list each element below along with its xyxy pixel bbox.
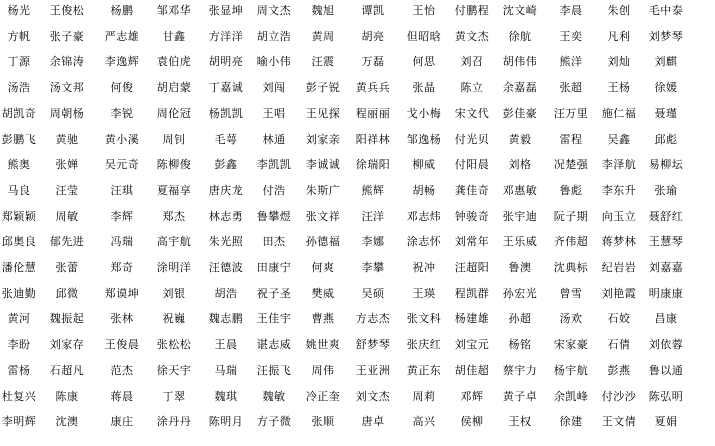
name-cell: 蒋梦林 <box>601 235 637 249</box>
name-cell: 陈立 <box>460 81 484 95</box>
name-cell: 黄兵兵 <box>355 81 391 95</box>
name-cell: 王唱 <box>262 106 286 120</box>
name-cell: 黄河 <box>7 312 31 326</box>
name-cell: 刘艳霞 <box>601 286 637 300</box>
name-cell: 魏琪 <box>214 389 238 403</box>
name-cell: 黄子卓 <box>502 389 538 403</box>
name-cell: 李娜 <box>361 235 385 249</box>
name-cell: 朱创 <box>607 4 631 17</box>
name-cell: 夏福享 <box>156 183 192 197</box>
name-cell: 邓志炜 <box>406 209 442 223</box>
name-cell: 唐庆龙 <box>208 183 244 197</box>
name-cell: 雷杨 <box>7 363 31 377</box>
name-cell: 何爽 <box>311 261 335 274</box>
name-cell: 王杨 <box>607 81 631 95</box>
name-cell: 柳威 <box>412 158 436 172</box>
name-cell: 李诚诚 <box>305 158 341 172</box>
name-cell: 黄文杰 <box>454 29 490 43</box>
name-cell: 汤欢 <box>559 312 583 326</box>
name-cell: 胡明亮 <box>208 55 244 69</box>
name-cell: 郑颖颖 <box>1 209 37 223</box>
name-cell: 邱奥良 <box>1 235 37 249</box>
name-cell: 周文杰 <box>256 4 292 17</box>
name-cell: 李盼 <box>7 338 31 352</box>
name-cell: 王怡 <box>412 4 436 17</box>
name-cell: 胡立浩 <box>256 29 292 43</box>
name-cell: 沈典标 <box>553 261 589 274</box>
name-cell: 张迪勤 <box>1 286 37 300</box>
name-cell: 潘伦慧 <box>1 261 37 274</box>
name-cell: 谌志威 <box>256 338 292 352</box>
name-cell: 彭佳豪 <box>502 106 538 120</box>
name-cell: 李辉 <box>110 209 134 223</box>
name-cell: 毛中泰 <box>648 4 684 17</box>
name-cell: 朱斯广 <box>305 183 341 197</box>
name-cell: 涂志怀 <box>406 235 442 249</box>
name-cell: 刘嘉嘉 <box>648 261 684 274</box>
name-cell: 杨建雄 <box>454 312 490 326</box>
name-cell: 郑谟坤 <box>104 286 140 300</box>
name-cell: 熊奥 <box>7 158 31 172</box>
name-cell: 齐伟超 <box>553 235 589 249</box>
name-cell: 雷程 <box>559 132 583 146</box>
name-cell: 张蕾 <box>55 261 79 274</box>
name-cell: 程丽丽 <box>355 106 391 120</box>
name-cell: 付沙沙 <box>601 389 637 403</box>
name-cell: 付阳晨 <box>454 158 490 172</box>
name-cell: 汤浩 <box>7 81 31 95</box>
name-cell: 王俊晨 <box>104 338 140 352</box>
name-cell: 侯柳 <box>460 415 484 429</box>
name-cell: 彭子锐 <box>305 81 341 95</box>
name-cell: 程凯群 <box>454 286 490 300</box>
name-cell: 阮子期 <box>553 209 589 223</box>
name-cell: 周伦冠 <box>156 106 192 120</box>
name-cell: 高兴 <box>412 415 436 429</box>
name-cell: 舒梦琴 <box>355 338 391 352</box>
name-cell: 胡凯奇 <box>1 106 37 120</box>
name-cell: 黄周 <box>311 29 335 43</box>
name-cell: 林志勇 <box>208 209 244 223</box>
name-cell: 王权 <box>508 415 532 429</box>
name-cell: 朱光照 <box>208 235 244 249</box>
name-cell: 汪琪 <box>110 183 134 197</box>
name-cell: 何俊 <box>110 81 134 95</box>
name-cell: 刘银 <box>162 286 186 300</box>
name-cell: 郑奇 <box>110 261 134 274</box>
name-cell: 邹邓华 <box>156 4 192 17</box>
name-cell: 彭燕 <box>607 363 631 377</box>
name-cell: 刘文杰 <box>355 389 391 403</box>
name-cell: 张松松 <box>156 338 192 352</box>
name-cell: 曾雪 <box>559 286 583 300</box>
name-cell: 彭鹏飞 <box>1 132 37 146</box>
name-cell: 黄正东 <box>406 363 442 377</box>
name-cell: 刘家存 <box>49 338 85 352</box>
name-cell: 吴鑫 <box>607 132 631 146</box>
name-cell: 纪岩岩 <box>601 261 637 274</box>
name-cell: 方洋洋 <box>208 29 244 43</box>
name-cell: 王晨 <box>214 338 238 352</box>
name-cell: 汪德波 <box>208 261 244 274</box>
name-cell: 陈康 <box>55 389 79 403</box>
name-cell: 周朝杨 <box>49 106 85 120</box>
name-cell: 林通 <box>262 132 286 146</box>
name-cell: 高宇航 <box>156 235 192 249</box>
name-cell: 胡浩 <box>214 286 238 300</box>
name-cell: 孙超 <box>508 312 532 326</box>
name-cell: 宋家豪 <box>553 338 589 352</box>
name-cell: 甘鑫 <box>162 29 186 43</box>
name-cell: 孙宏光 <box>502 286 538 300</box>
name-cell: 万磊 <box>361 55 385 69</box>
name-cell: 汤文邦 <box>49 81 85 95</box>
name-cell: 孙德福 <box>305 235 341 249</box>
name-cell: 马瑞 <box>214 363 238 377</box>
name-cell: 方子微 <box>256 415 292 429</box>
name-cell: 周伟 <box>311 363 335 377</box>
name-cell: 杜复兴 <box>1 389 37 403</box>
name-cell: 刘梦琴 <box>648 29 684 43</box>
name-cell: 聂舒红 <box>648 209 684 223</box>
name-cell: 刘常年 <box>454 235 490 249</box>
name-cell: 蔡宇力 <box>502 363 538 377</box>
name-cell: 徐航 <box>508 29 532 43</box>
name-cell: 刘家亲 <box>305 132 341 146</box>
name-cell: 魏旭 <box>311 4 335 17</box>
name-cell: 陈柳俊 <box>156 158 192 172</box>
name-cell: 方帆 <box>7 29 31 43</box>
name-cell: 杨铭 <box>508 338 532 352</box>
name-cell: 丁翠 <box>162 389 186 403</box>
name-cell: 张晶 <box>412 81 436 95</box>
name-cell: 祝冲 <box>412 261 436 274</box>
name-cell: 张子豪 <box>49 29 85 43</box>
name-cell: 黄小溪 <box>104 132 140 146</box>
name-cell: 李泽航 <box>601 158 637 172</box>
name-cell: 唐卓 <box>361 415 385 429</box>
name-cell: 曹燕 <box>311 312 335 326</box>
name-cell: 汪振飞 <box>256 363 292 377</box>
name-cell: 王见探 <box>305 106 341 120</box>
name-cell: 康庄 <box>110 415 134 429</box>
name-cell: 戈小梅 <box>406 106 442 120</box>
name-cell: 熊辉 <box>361 183 385 197</box>
name-cell: 谭凯 <box>361 4 385 17</box>
name-cell: 付鹏程 <box>454 4 490 17</box>
name-cell: 李攀 <box>361 261 385 274</box>
name-cell: 涂丹丹 <box>156 415 192 429</box>
name-cell: 石倩 <box>607 338 631 352</box>
name-cell: 严志雄 <box>104 29 140 43</box>
name-cell: 石姣 <box>607 312 631 326</box>
name-cell: 李晨 <box>559 4 583 17</box>
name-cell: 张婵 <box>55 158 79 172</box>
name-cell: 邓辉 <box>460 389 484 403</box>
name-cell: 鲁澳 <box>508 261 532 274</box>
name-cell: 邓惠敏 <box>502 183 538 197</box>
name-cell: 余锦涛 <box>49 55 85 69</box>
name-cell: 余嘉磊 <box>502 81 538 95</box>
name-cell: 胡亮 <box>361 29 385 43</box>
name-cell: 冷正奎 <box>305 389 341 403</box>
name-cell: 鲁彪 <box>559 183 583 197</box>
name-cell: 蒋晨 <box>110 389 134 403</box>
name-cell: 鲁攀煜 <box>256 209 292 223</box>
name-cell: 樊威 <box>311 286 335 300</box>
name-cell: 李明辉 <box>1 415 37 429</box>
name-cell: 王俊松 <box>49 4 85 17</box>
name-cell: 丁嘉诚 <box>208 81 244 95</box>
name-cell: 宋文代 <box>454 106 490 120</box>
name-cell: 阳祥林 <box>355 132 391 146</box>
name-cell: 凡利 <box>607 29 631 43</box>
name-cell: 余凯峰 <box>553 389 589 403</box>
name-cell: 王亚洲 <box>355 363 391 377</box>
name-cell: 王瑛 <box>412 286 436 300</box>
name-cell: 付光贝 <box>454 132 490 146</box>
name-cell: 汪超阳 <box>454 261 490 274</box>
name-cell: 吴硕 <box>361 286 385 300</box>
name-cell: 刘灿 <box>607 55 631 69</box>
name-cell: 施仁福 <box>601 106 637 120</box>
name-cell: 王慧琴 <box>648 235 684 249</box>
name-cell: 张宇迪 <box>502 209 538 223</box>
name-cell: 胡佳超 <box>454 363 490 377</box>
name-cell: 毛萼 <box>214 132 238 146</box>
name-cell: 聂瑾 <box>654 106 678 120</box>
name-cell: 魏振起 <box>49 312 85 326</box>
name-cell: 李东升 <box>601 183 637 197</box>
name-cell: 丁源 <box>7 55 31 69</box>
name-cell: 涂明洋 <box>156 261 192 274</box>
name-cell: 沈文崎 <box>502 4 538 17</box>
name-cell: 冯瑞 <box>110 235 134 249</box>
name-cell: 昌康 <box>654 312 678 326</box>
name-cell: 张文科 <box>406 312 442 326</box>
name-cell: 汪洋 <box>361 209 385 223</box>
name-cell: 周敏 <box>55 209 79 223</box>
name-cell: 易柳坛 <box>648 158 684 172</box>
name-cell: 周莉 <box>412 389 436 403</box>
name-cell: 张超 <box>559 81 583 95</box>
name-cell: 李凯凯 <box>256 158 292 172</box>
name-cell: 鲁以通 <box>648 363 684 377</box>
name-cell: 张林 <box>110 312 134 326</box>
name-cell: 钟骏奇 <box>454 209 490 223</box>
name-cell: 但昭晗 <box>406 29 442 43</box>
name-cell: 张瑜 <box>654 183 678 197</box>
name-cell: 胡畅 <box>412 183 436 197</box>
name-cell: 郁先进 <box>49 235 85 249</box>
name-cell: 刘麒 <box>654 55 678 69</box>
name-cell: 马良 <box>7 183 31 197</box>
name-cell: 况楚强 <box>553 158 589 172</box>
name-cell: 徐天宇 <box>156 363 192 377</box>
name-cell: 范杰 <box>110 363 134 377</box>
name-cell: 袁伯虎 <box>156 55 192 69</box>
name-cell: 陈明月 <box>208 415 244 429</box>
name-cell: 彭鑫 <box>214 158 238 172</box>
name-cell: 黄毅 <box>508 132 532 146</box>
name-cell: 汪震 <box>311 55 335 69</box>
name-cell: 王乐威 <box>502 235 538 249</box>
name-cell: 何思 <box>412 55 436 69</box>
name-cell: 杨宇航 <box>553 363 589 377</box>
name-cell: 沈澳 <box>55 415 79 429</box>
name-cell: 汪莹 <box>55 183 79 197</box>
name-cell: 徐瑞阳 <box>355 158 391 172</box>
name-cell: 吴元奇 <box>104 158 140 172</box>
name-cell: 汪万里 <box>553 106 589 120</box>
name-cell: 刘格 <box>508 158 532 172</box>
name-cell: 徐媛 <box>654 81 678 95</box>
name-cell: 刘召 <box>460 55 484 69</box>
name-cell: 王奕 <box>559 29 583 43</box>
name-cell: 向玉立 <box>601 209 637 223</box>
name-cell: 陈弘明 <box>648 389 684 403</box>
name-cell: 胡伟伟 <box>502 55 538 69</box>
name-cell: 杨鹏 <box>110 4 134 17</box>
name-cell: 喻小伟 <box>256 55 292 69</box>
name-cell: 付浩 <box>262 183 286 197</box>
name-cell: 明康康 <box>648 286 684 300</box>
name-cell: 刘宝元 <box>454 338 490 352</box>
name-cell: 邱彪 <box>654 132 678 146</box>
name-cell: 李锐 <box>110 106 134 120</box>
name-cell: 杨凯凯 <box>208 106 244 120</box>
name-cell: 石超凡 <box>49 363 85 377</box>
name-cell: 邹逸杨 <box>406 132 442 146</box>
name-cell: 胡启蒙 <box>156 81 192 95</box>
name-cell: 邱微 <box>55 286 79 300</box>
name-cell: 方志杰 <box>355 312 391 326</box>
name-cell: 王佳宇 <box>256 312 292 326</box>
name-cell: 徐建 <box>559 415 583 429</box>
name-cell: 祝子圣 <box>256 286 292 300</box>
name-cell: 杨光 <box>7 4 31 17</box>
name-cell: 田康宁 <box>256 261 292 274</box>
name-cell: 张庆红 <box>406 338 442 352</box>
name-cell: 夏娟 <box>654 415 678 429</box>
name-cell: 郑杰 <box>162 209 186 223</box>
name-cell: 姚世爽 <box>305 338 341 352</box>
name-cell: 田杰 <box>262 235 286 249</box>
name-cell: 张显坤 <box>208 4 244 17</box>
name-cell: 龚佳奇 <box>454 183 490 197</box>
name-cell: 刘闯 <box>262 81 286 95</box>
name-cell: 熊洋 <box>559 55 583 69</box>
name-cell: 李逸辉 <box>104 55 140 69</box>
name-cell: 魏志鹏 <box>208 312 244 326</box>
name-cell: 黄驰 <box>55 132 79 146</box>
name-cell: 王文倩 <box>601 415 637 429</box>
name-cell: 周钊 <box>162 132 186 146</box>
name-cell: 魏敏 <box>262 389 286 403</box>
name-cell: 张文祥 <box>305 209 341 223</box>
name-cell: 张顺 <box>311 415 335 429</box>
name-cell: 刘依蓉 <box>648 338 684 352</box>
name-cell: 祝巍 <box>162 312 186 326</box>
